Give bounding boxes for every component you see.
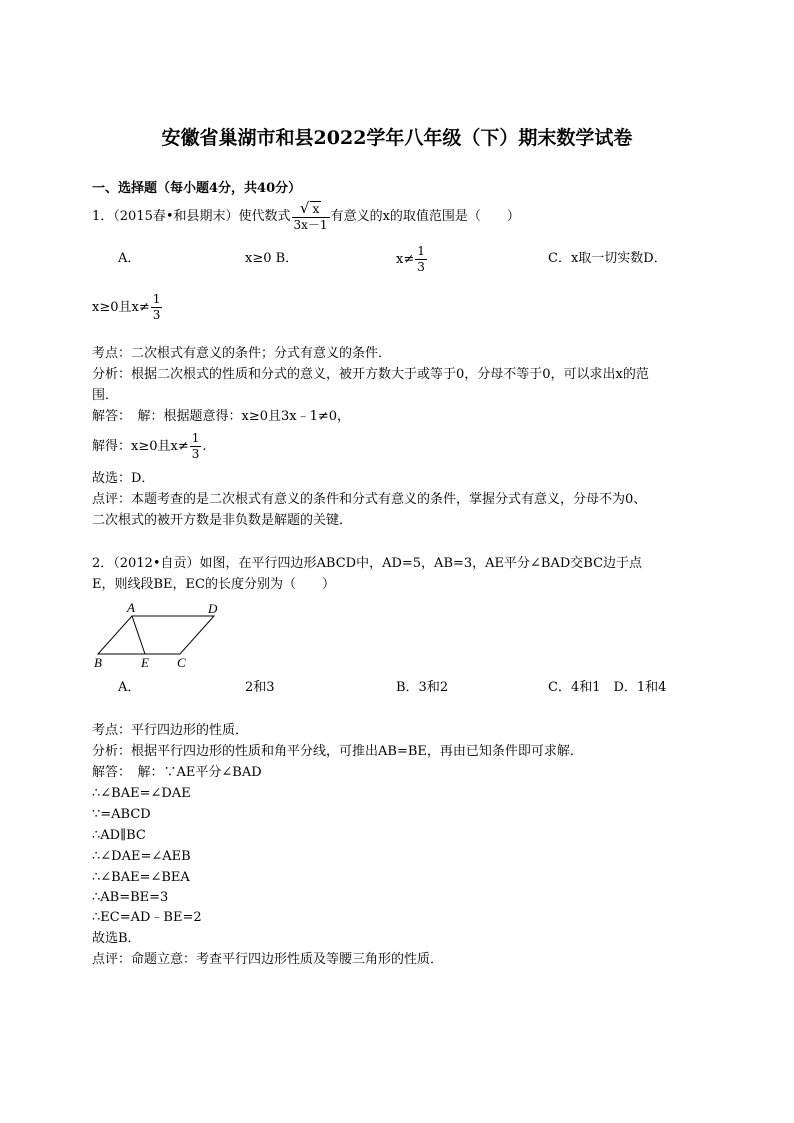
q1-option-c: C．x取一切实数D． — [548, 251, 667, 266]
q1-suffix: 有意义的x的取值范围是（ ） — [330, 209, 520, 224]
q2-step: ∴AB=BE=3 — [92, 890, 169, 905]
q2-step: ∴AD∥BC — [92, 828, 146, 843]
q2-kaodian: 考点：平行四边形的性质． — [92, 723, 249, 738]
label-c: C — [177, 655, 186, 670]
q1-option-b-value: x≠ $\frac{1}{3}$ — [396, 244, 425, 274]
q2-guxuan: 故选B． — [92, 931, 141, 946]
q1-stem — [92, 200, 520, 234]
q2-step: ∴EC=AD﹣BE=2 — [92, 910, 202, 925]
q2-dianping: 点评：命题立意：考查平行四边形性质及等腰三角形的性质． — [92, 952, 444, 967]
q2-jieda: 解答： 解：∵AE平分∠BAD — [92, 765, 262, 780]
q1-kaodian: 考点：二次根式有意义的条件；分式有意义的条件． — [92, 346, 392, 361]
parallelogram-abcd — [98, 616, 214, 654]
q2-stem-2: E，则线段BE，EC的长度分别为（ ） — [92, 577, 335, 592]
segment-ae — [132, 616, 145, 654]
q1-jieda: 解答： 解：根据题意得：x≥0且3x﹣1≠0， — [92, 409, 351, 424]
q2-step: ∴∠BAE=∠BEA — [92, 870, 190, 885]
label-b: B — [94, 655, 102, 670]
q2-step: ∵=ABCD — [92, 807, 151, 822]
q1-dianping-2: 二次根式的被开方数是非负数是解题的关键． — [92, 513, 353, 528]
q1-option-a-value: x≥0 B． — [245, 251, 299, 266]
q2-step: ∴∠DAE=∠AEB — [92, 849, 191, 864]
label-e: E — [141, 655, 149, 670]
q2-option-a: A． — [118, 680, 141, 695]
label-a: A — [127, 600, 135, 615]
q1-fraction: $\frac{√ x}{3x-1}$ — [293, 198, 328, 232]
q2-option-cd: C．4和1 D．1和4 — [548, 680, 667, 695]
label-d: D — [208, 601, 218, 616]
q2-option-a-value: 2和3 — [245, 680, 275, 695]
q1-fenxi-2: 围． — [92, 388, 119, 403]
q1-option-d-value: x≥0且x≠ $\frac{1}{3}$ — [92, 292, 161, 322]
page-title: 安徽省巢湖市和县2022学年八年级（下）期末数学试卷 — [161, 127, 633, 149]
section-heading: 一、选择题（每小题4分，共40分） — [92, 181, 302, 196]
q2-step: ∴∠BAE=∠DAE — [92, 786, 191, 801]
q1-fenxi-1: 分析：根据二次根式的性质和分式的意义，被开方数大于或等于0，分母不等于0，可以求出x的范 — [92, 367, 649, 382]
q1-jiede: 解得：x≥0且x≠ $\frac{1}{3}$ . — [92, 431, 207, 461]
q1-option-a: A． — [118, 251, 141, 266]
q1-dianping-1: 点评：本题考查的是二次根式有意义的条件和分式有意义的条件，掌握分式有意义，分母不为0、 — [92, 492, 647, 507]
q2-stem-1: 2．（2012•自贡）如图，在平行四边形ABCD中，AD=5，AB=3，AE平分∠BAD交BC边于点 — [92, 556, 643, 571]
q1-prefix: 1．（2015春•和县期末）使代数式 — [92, 209, 291, 224]
q1-guxuan: 故选：D． — [92, 471, 155, 486]
q2-option-b: B．3和2 — [396, 680, 449, 695]
q2-fenxi: 分析：根据平行四边形的性质和角平分线，可推出AB=BE，再由已知条件即可求解． — [92, 744, 583, 759]
parallelogram-figure — [88, 598, 228, 672]
